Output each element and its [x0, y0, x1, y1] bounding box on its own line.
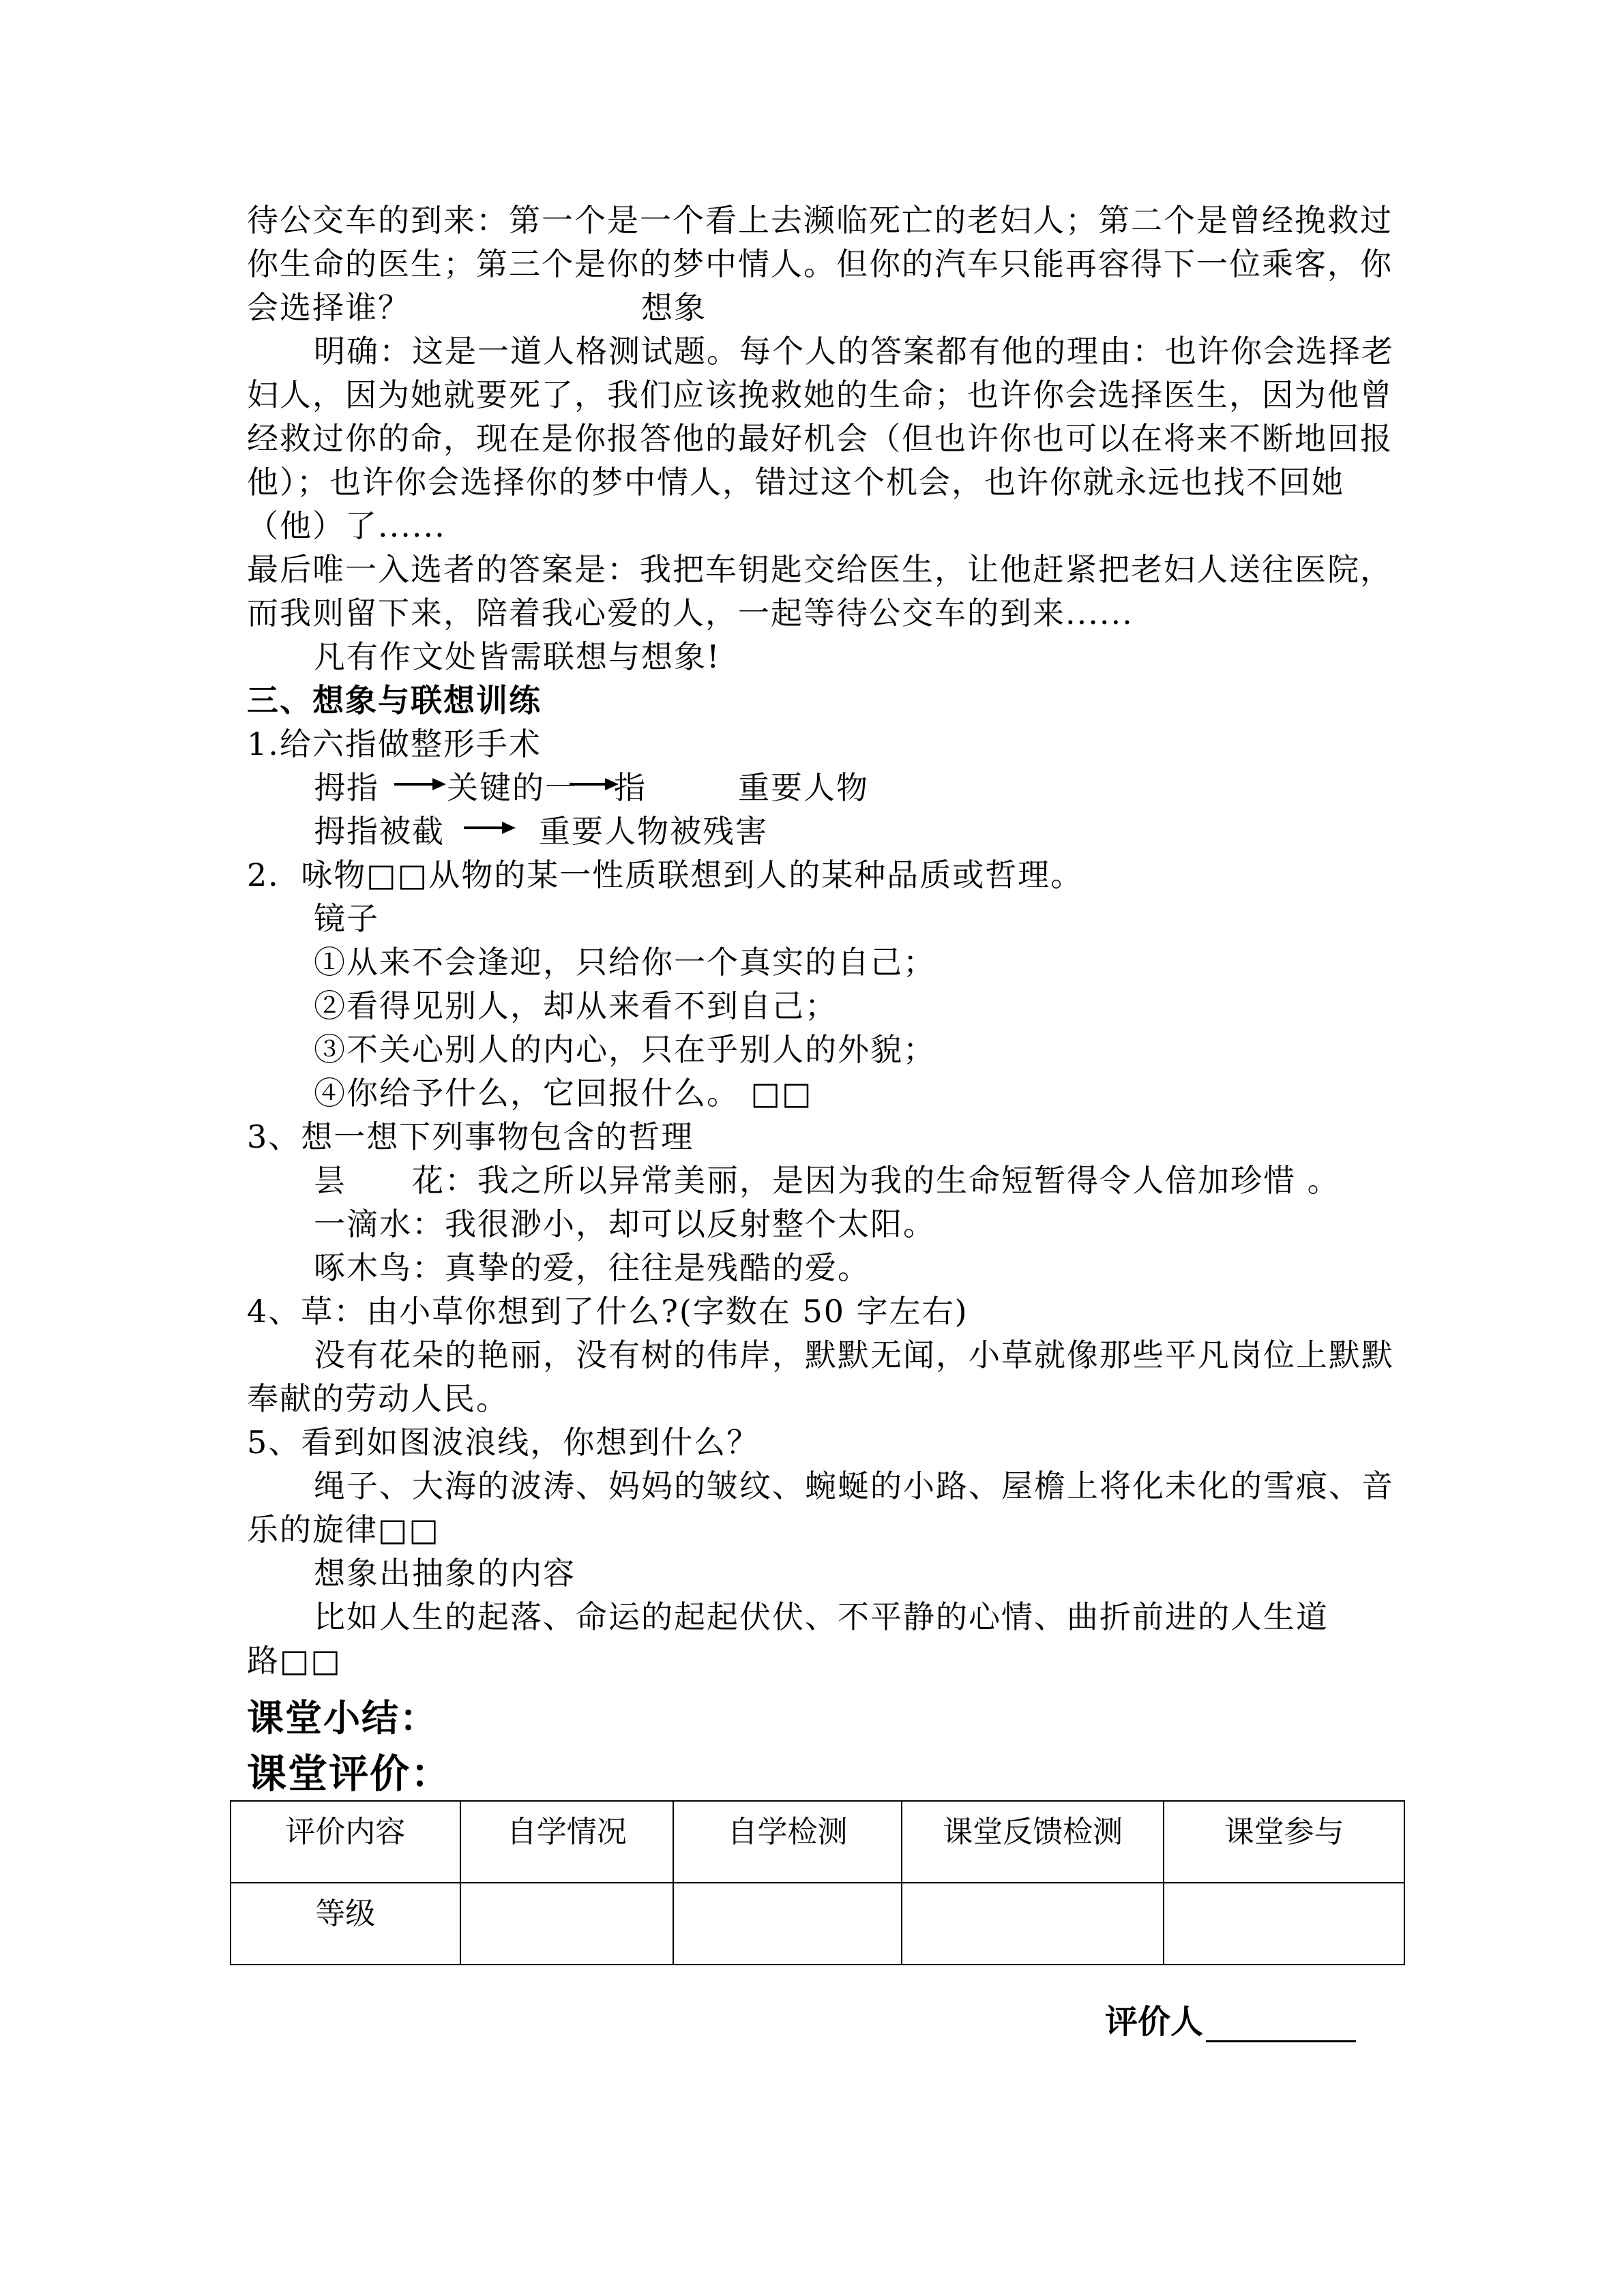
signature-line[interactable] — [1206, 2009, 1356, 2042]
right-arrow-icon — [394, 783, 442, 786]
table-header-cell: 课堂参与 — [1164, 1801, 1404, 1883]
text-line: 绳子、大海的波涛、妈妈的皱纹、蜿蜒的小路、屋檐上将化未化的雪痕、音 — [314, 1467, 1394, 1504]
text-line: 路□□ — [247, 1642, 342, 1679]
text-line: 会选择谁？ — [247, 289, 411, 326]
table-header-row — [231, 1801, 1404, 1883]
evaluation-table — [230, 1800, 1405, 1965]
text-line: 镜子 — [314, 900, 379, 937]
text-line: 待公交车的到来：第一个是一个看上去濒临死亡的老妇人；第二个是曾经挽救过 — [247, 202, 1393, 239]
right-arrow-icon — [464, 826, 512, 829]
text-line: 没有花朵的艳丽，没有树的伟岸，默默无闻，小草就像那些平凡岗位上默默 — [314, 1337, 1394, 1373]
text-line: 比如人生的起落、命运的起起伏伏、不平静的心情、曲折前进的人生道 — [314, 1598, 1329, 1635]
text-line: 经救过你的命，现在是你报答他的最好机会（但也许你也可以在将来不断地回报 — [247, 420, 1393, 457]
text-line: 拇指 — [314, 769, 379, 806]
text-line: ②看得见别人，却从来看不到自己； — [314, 987, 838, 1024]
text-line: 想象 — [641, 289, 707, 326]
summary-heading: 课堂小结： — [247, 1696, 438, 1740]
table-row — [231, 1883, 1404, 1965]
text-line: 啄木鸟：真挚的爱，往往是残酷的爱。 — [314, 1249, 870, 1286]
text-line: 2．咏物□□从物的某一性质联想到人的某种品质或哲理。 — [247, 856, 1084, 893]
text-line: 1.给六指做整形手术 — [247, 726, 542, 762]
table-cell[interactable] — [673, 1883, 902, 1965]
text-line: 一滴水：我很渺小，却可以反射整个太阳。 — [314, 1206, 936, 1242]
text-line: 凡有作文处皆需联想与想象! — [314, 638, 721, 675]
text-line: 重要人物 — [738, 769, 869, 806]
text-line: 妇人，因为她就要死了，我们应该挽救她的生命；也许你会选择医生，因为他曾 — [247, 376, 1393, 413]
text-line: 昙 花：我之所以异常美丽，是因为我的生命短暂得令人倍加珍惜 。 — [314, 1162, 1340, 1199]
table-header-cell: 自学情况 — [460, 1801, 674, 1883]
table-row-label: 等级 — [231, 1883, 460, 1965]
text-line: 乐的旋律□□ — [247, 1511, 440, 1548]
text-line: ③不关心别人的内心，只在乎别人的外貌； — [314, 1031, 936, 1068]
signature-label: 评价人 — [1105, 2003, 1204, 2041]
text-line: 而我则留下来，陪着我心爱的人，一起等待公交车的到来...... — [247, 595, 1134, 631]
table-cell[interactable] — [460, 1883, 674, 1965]
signature-field — [1105, 1995, 1356, 2042]
text-line: ④你给予什么，它回报什么。 □□ — [314, 1075, 813, 1112]
table-header-cell: 自学检测 — [673, 1801, 902, 1883]
section-heading: 三、想象与联想训练 — [247, 682, 542, 719]
right-arrow-icon — [570, 783, 615, 786]
text-line: ①从来不会逢迎，只给你一个真实的自己； — [314, 944, 936, 981]
text-line: 奉献的劳动人民。 — [247, 1380, 509, 1417]
text-line: 明确：这是一道人格测试题。每个人的答案都有他的理由：也许你会选择老 — [314, 333, 1394, 370]
evaluation-heading: 课堂评价： — [247, 1750, 452, 1797]
table-cell[interactable] — [1164, 1883, 1404, 1965]
text-line: 3、想一想下列事物包含的哲理 — [247, 1118, 694, 1155]
table-header-cell: 评价内容 — [231, 1801, 460, 1883]
table-header-cell: 课堂反馈检测 — [902, 1801, 1164, 1883]
text-line: 4、草：由小草你想到了什么?(字数在 50 字左右) — [247, 1293, 969, 1330]
table-cell[interactable] — [902, 1883, 1164, 1965]
text-line: 想象出抽象的内容 — [314, 1555, 576, 1592]
text-line: （他）了...... — [247, 507, 446, 544]
text-line: 拇指被截 — [314, 813, 445, 850]
text-line: 他）；也许你会选择你的梦中情人，错过这个机会，也许你就永远也找不回她 — [247, 464, 1344, 501]
text-line: 关键的一 — [447, 769, 578, 806]
text-line: 指 — [614, 769, 647, 806]
text-line: 5、看到如图波浪线，你想到什么？ — [247, 1424, 760, 1461]
text-line: 重要人物被残害 — [539, 813, 768, 850]
text-line: 最后唯一入选者的答案是：我把车钥匙交给医生，让他赶紧把老妇人送往医院， — [247, 551, 1393, 588]
text-line: 你生命的医生；第三个是你的梦中情人。但你的汽车只能再容得下一位乘客，你 — [247, 245, 1393, 282]
